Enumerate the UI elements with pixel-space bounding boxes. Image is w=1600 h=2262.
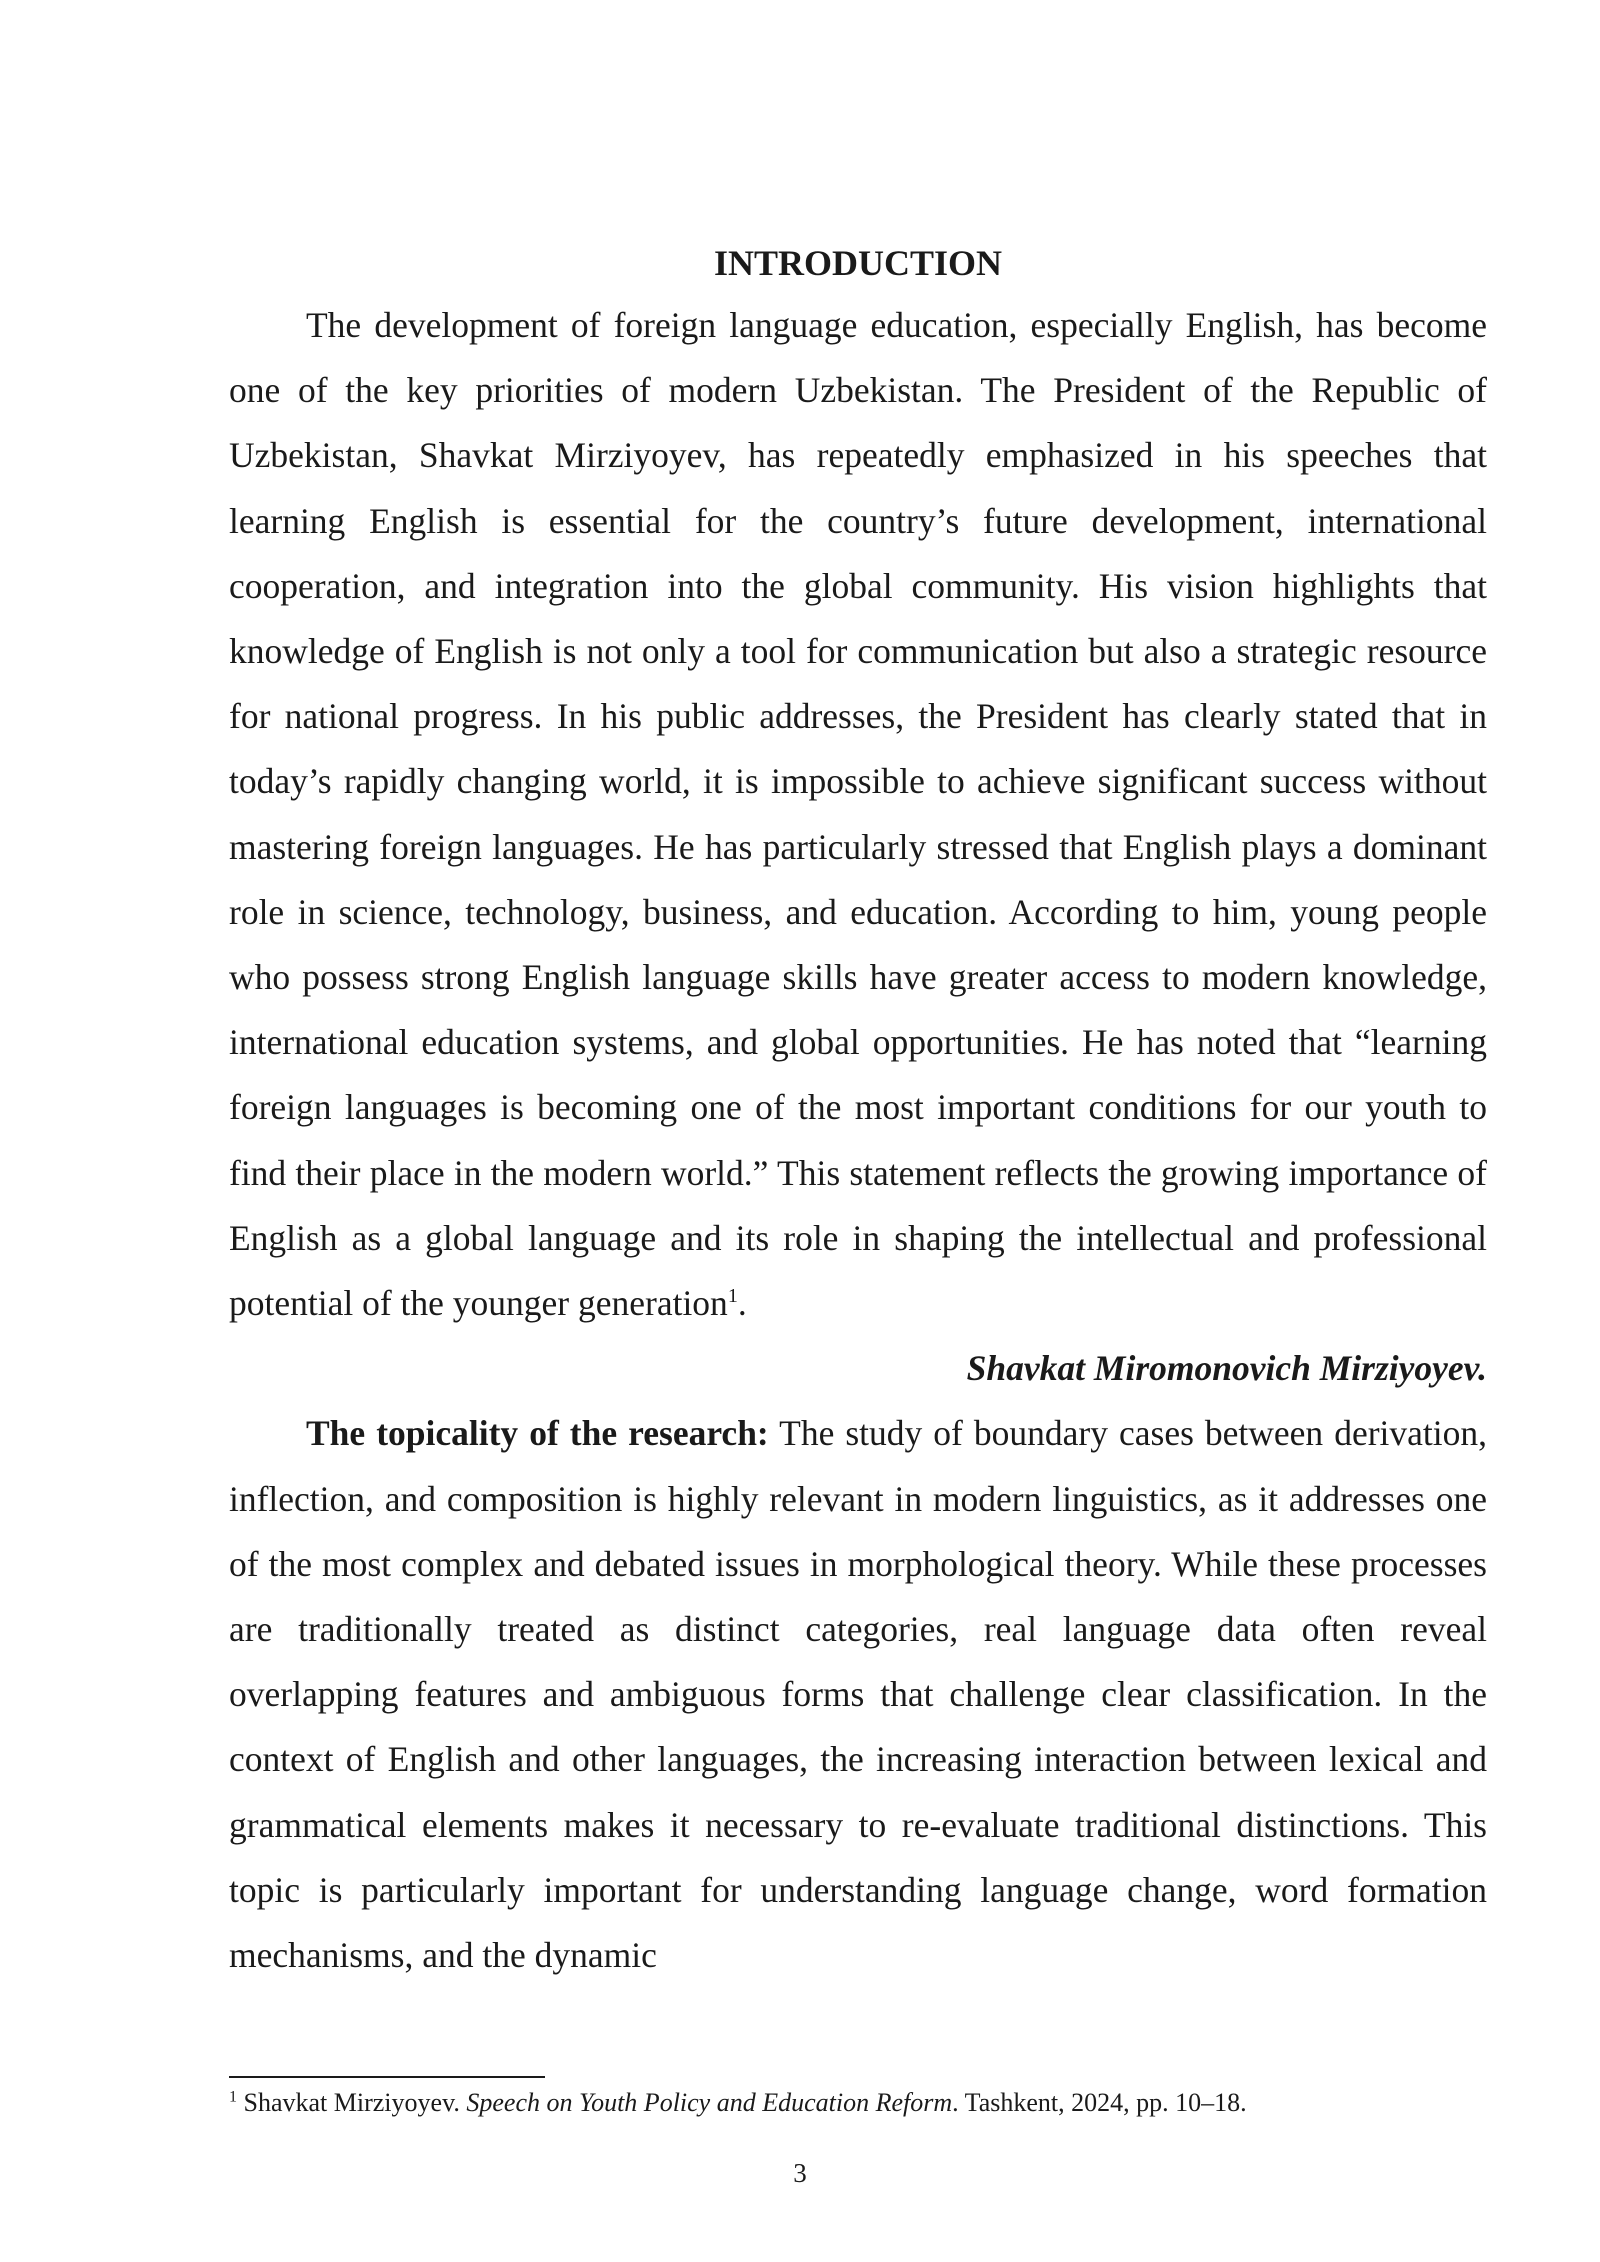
document-body (229, 238, 1487, 1988)
footnote-author: Shavkat Mirziyoyev. (237, 2088, 467, 2117)
topicality-text: The study of boundary cases between derivation, inflection, and composition is highly relevant in modern linguistics, as it addresses one of the most complex and debated issues in morphological theory. While these processes are traditionally treated as distinct categories, real language data often reveal overlapping features and ambiguous forms that challenge clear classification. In the context of English and other languages, the increasing interaction between lexical and grammatical elements makes it necessary to re-evaluate traditional distinctions. This topic is particularly important for understanding language change, word formation mechanisms, and the dynamic (229, 1413, 1487, 1976)
signature: Shavkat Miromonovich Mirziyoyev. (966, 1348, 1487, 1389)
intro-paragraph-end: . (737, 1283, 747, 1324)
page-number: 3 (793, 2158, 807, 2188)
topicality-paragraph (229, 1401, 1487, 1988)
topicality-lead: The topicality of the research: (306, 1413, 769, 1454)
footnote-reference[interactable]: 1 (727, 1285, 738, 1308)
intro-paragraph-text: The development of foreign language education, especially English, has become one of the key priorities of modern Uzbekistan. The President of the Republic of Uzbekistan, Shavkat Mirziyoyev, has repeatedly emphasized in his speeches that learning English is essential for the country’s future development, international cooperation, and integration into the global community. His vision highlights that knowledge of English is not only a tool for communication but also a strategic resource for national progress. In his public addresses, the President has clearly stated that in today’s rapidly changing world, it is impossible to achieve significant success without mastering foreign languages. He has particularly stressed that English plays a dominant role in science, technology, business, and education. According to him, young people who possess strong English language skills have greater access to modern knowledge, international education systems, and global opportunities. He has noted that “learning foreign languages is becoming one of the most important conditions for our youth to find their place in the modern world.” This statement reflects the growing importance of English as a global language and its role in shaping the intellectual and professional potential of the younger generation (229, 305, 1487, 1324)
footnote-title: Speech on Youth Policy and Education Reform (466, 2088, 953, 2117)
footnote-divider (229, 2076, 545, 2078)
page-title: INTRODUCTION (713, 243, 1003, 283)
footnote (229, 2086, 1487, 2120)
footnote-mark: 1 (229, 2088, 237, 2106)
footnote-details: . Tashkent, 2024, pp. 10–18. (952, 2088, 1247, 2117)
intro-paragraph (229, 293, 1487, 1336)
